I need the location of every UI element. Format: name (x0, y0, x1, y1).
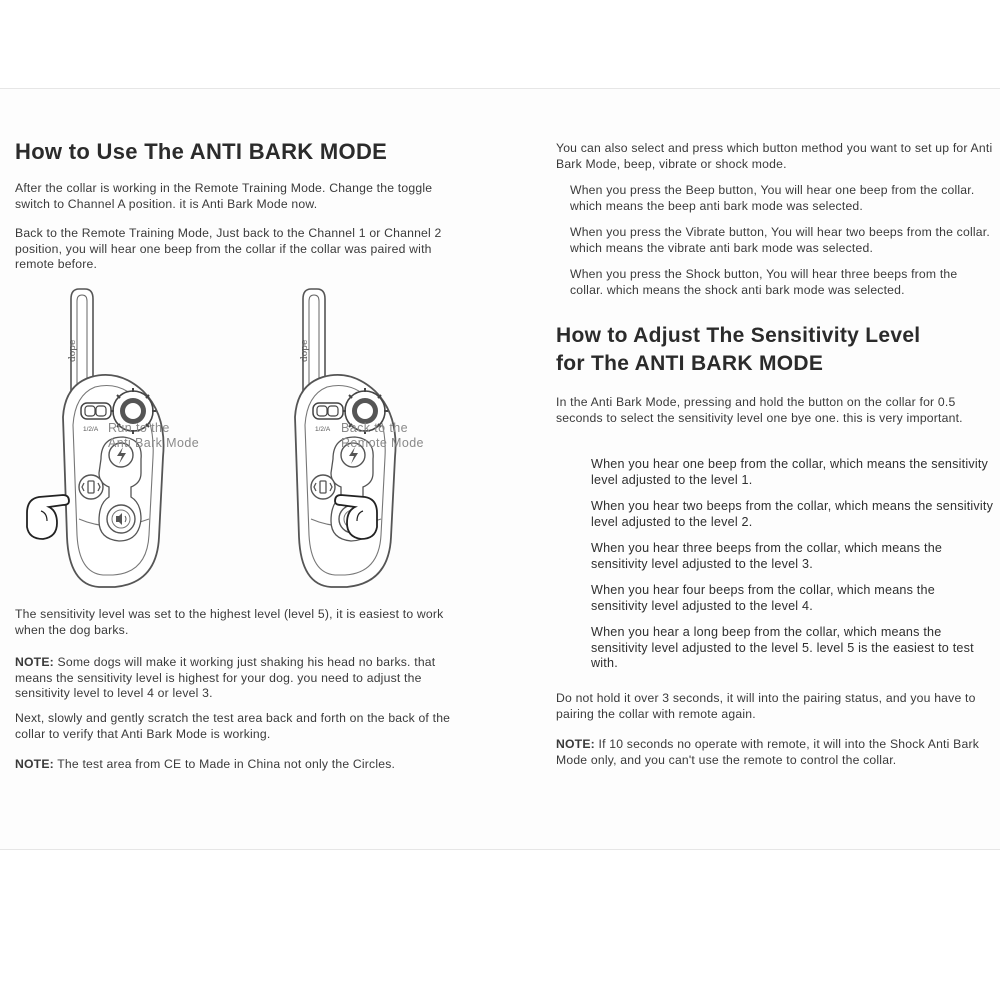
manual-page-spread (0, 88, 1000, 850)
note-text: The test area from CE to Made in China not only the Circles. (53, 757, 396, 771)
hand-pointer-icon-left (27, 495, 69, 539)
level-5-item: When you hear a long beep from the collar, which means the sensitivity level adjusted to the level 5. level 5 is the easiest to test with. (591, 625, 974, 670)
paragraph-highest-level: The sensitivity level was set to the highest level (level 5), it is easiest to work when the dog barks. (15, 607, 444, 637)
level-2-item: When you hear two beeps from the collar, which means the sensitivity level adjusted to the level 2. (591, 499, 994, 529)
note-text: If 10 seconds no operate with remote, it will into the Shock Anti Bark Mode only, and you can't use the remote to control the collar. (556, 737, 980, 767)
switch-label-left: 1/2/A (83, 426, 99, 433)
note-label: NOTE: (15, 757, 54, 771)
level-1-item: When you hear one beep from the collar, which means the sensitivity level adjusted to the level 1. (591, 457, 989, 487)
note-label: NOTE: (556, 737, 595, 751)
paragraph-hold-button: In the Anti Bark Mode, pressing and hold the button on the collar for 0.5 seconds to select the sensitivity level one bye one. this is very important. (556, 395, 963, 425)
brand-text-left: dope (68, 339, 78, 362)
caption-back-to-remote: Back to the Remote Mode (341, 421, 424, 450)
paragraph-pairing-warning: Do not hold it over 3 seconds, it will into the pairing status, and you have to pairing the collar with remote again. (556, 691, 976, 721)
level-3-item: When you hear three beeps from the collar, which means the sensitivity level adjusted to the level 3. (591, 541, 943, 571)
paragraph-beep-mode: When you press the Beep button, You will hear one beep from the collar. which means the beep anti bark mode was selected. (570, 183, 975, 213)
brand-text-right: dope (300, 339, 310, 362)
sensitivity-heading: How to Adjust The Sensitivity Level for The ANTI BARK MODE (556, 324, 921, 375)
paragraph-shock-mode: When you press the Shock button, You will hear three beeps from the collar. which means the shock anti bark mode was selected. (570, 267, 958, 297)
paragraph-back-to-remote: Back to the Remote Training Mode, Just back to the Channel 1 or Channel 2 position, you will hear one beep from the collar if the collar was paired with remote before. (15, 226, 442, 271)
note-test-area (15, 757, 455, 773)
level-4-item: When you hear four beeps from the collar, which means the sensitivity level adjusted to the level 4. (591, 583, 935, 613)
anti-bark-heading: How to Use The ANTI BARK MODE (15, 139, 388, 164)
note-label: NOTE: (15, 655, 54, 669)
paragraph-select-method: You can also select and press which button method you want to set up for Anti Bark Mode, beep, vibrate or shock mode. (556, 141, 993, 171)
paragraph-vibrate-mode: When you press the Vibrate button, You will hear two beeps from the collar. which means the vibrate anti bark mode was selected. (570, 225, 990, 255)
note-shock-only (556, 737, 994, 768)
switch-label-right: 1/2/A (315, 426, 331, 433)
remote-illustration (15, 287, 455, 597)
caption-run-to-anti-bark: Run to the Anti Bark Mode (108, 421, 200, 450)
note-shaking-head (15, 655, 455, 702)
paragraph-scratch-test: Next, slowly and gently scratch the test area back and forth on the back of the collar to verify that Anti Bark Mode is working. (15, 711, 451, 741)
paragraph-switch-to-a: After the collar is working in the Remote Training Mode. Change the toggle switch to Channel A position. it is Anti Bark Mode now. (15, 181, 433, 211)
note-text: Some dogs will make it working just shaking his head no barks. that means the sensitivity level is highest for your dog. you need to adjust the sensitivity level to level 4 or level 3. (15, 655, 436, 700)
